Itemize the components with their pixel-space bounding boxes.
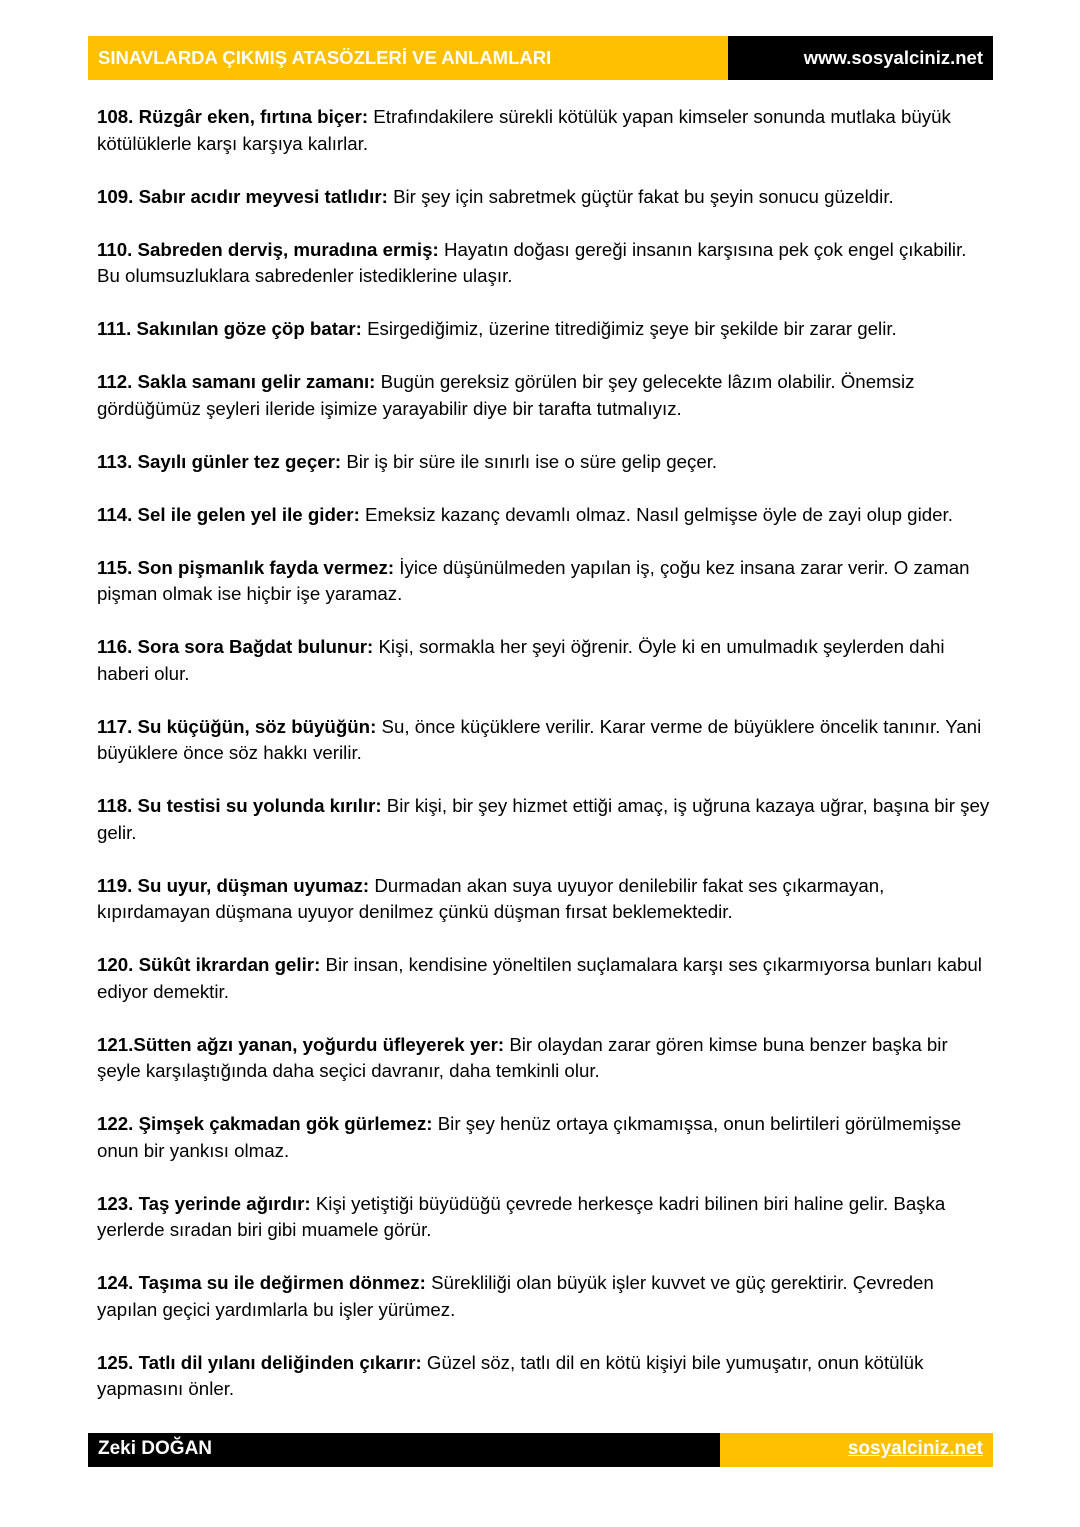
proverb-text: Sabreden derviş, muradına ermiş: bbox=[137, 238, 439, 260]
proverb-item bbox=[97, 793, 992, 846]
proverb-item bbox=[97, 502, 992, 529]
proverb-number: 110. bbox=[97, 238, 133, 260]
proverb-meaning: Bir kişi, bir şey hizmet ettiği amaç, iş uğruna kazaya uğrar, başına bir şey gelir. bbox=[97, 795, 990, 843]
proverb-meaning: Etrafındakilere sürekli kötülük yapan kimseler sonunda mutlaka büyük kötülüklerle karşı karşıya kalırlar. bbox=[97, 106, 951, 154]
proverb-text: Sütten ağzı yanan, yoğurdu üfleyerek yer: bbox=[133, 1033, 505, 1055]
proverb-number: 123. bbox=[97, 1192, 134, 1214]
author-name: Zeki DOĞAN bbox=[88, 1433, 720, 1467]
proverb-item bbox=[97, 714, 992, 767]
proverb-number: 109. bbox=[97, 185, 134, 207]
proverb-text: Su küçüğün, söz büyüğün: bbox=[137, 715, 377, 737]
proverb-text: Şimşek çakmadan gök gürlemez: bbox=[138, 1113, 433, 1134]
proverb-meaning: Hayatın doğası gereği insanın karşısına pek çok engel çıkabilir. Bu olumsuzluklara sabredenler istediklerine ulaşır. bbox=[97, 238, 967, 286]
proverb-text: Sabır acıdır meyvesi tatlıdır: bbox=[138, 185, 388, 207]
proverb-item bbox=[97, 1270, 992, 1323]
proverb-number: 119. bbox=[97, 874, 133, 896]
proverb-text: Son pişmanlık fayda vermez: bbox=[137, 556, 395, 578]
header-website: www.sosyalciniz.net bbox=[728, 36, 993, 80]
proverb-item bbox=[97, 316, 992, 343]
proverb-number: 121. bbox=[97, 1033, 134, 1055]
proverb-meaning: Bugün gereksiz görülen bir şey gelecekte lâzım olabilir. Önemsiz gördüğümüz şeyleri ileride işimize yarayabilir diye bir tarafta tutmalıyız. bbox=[97, 371, 915, 419]
page-header bbox=[88, 36, 993, 80]
proverb-item bbox=[97, 104, 992, 157]
proverb-meaning: İyice düşünülmeden yapılan iş, çoğu kez insana zarar verir. O zaman pişman olmak ise hiçbir işe yaramaz. bbox=[97, 556, 970, 604]
proverb-meaning: Bir şey henüz ortaya çıkmamışsa, onun belirtileri görülmemişse onun bir yankısı olmaz. bbox=[97, 1113, 962, 1161]
proverb-item bbox=[97, 634, 992, 687]
proverb-text: Su uyur, düşman uyumaz: bbox=[137, 874, 370, 896]
proverb-number: 112. bbox=[97, 371, 133, 392]
proverb-item bbox=[97, 1350, 992, 1403]
page-footer bbox=[88, 1433, 993, 1467]
proverb-list bbox=[97, 104, 992, 1429]
proverb-number: 120. bbox=[97, 954, 134, 975]
footer-website-link[interactable]: sosyalciniz.net bbox=[720, 1433, 993, 1467]
proverb-number: 125. bbox=[97, 1351, 134, 1373]
proverb-item bbox=[97, 369, 992, 422]
proverb-meaning: Su, önce küçüklere verilir. Karar verme de büyüklere öncelik tanınır. Yani büyüklere önce söz hakkı verilir. bbox=[97, 715, 982, 763]
proverb-item bbox=[97, 1191, 992, 1244]
proverb-text: Sel ile gelen yel ile gider: bbox=[137, 503, 360, 525]
proverb-meaning: Bir insan, kendisine yöneltilen suçlamalara karşı ses çıkarmıyorsa bunları kabul ediyor demektir. bbox=[97, 954, 982, 1002]
proverb-text: Sakınılan göze çöp batar: bbox=[136, 318, 362, 339]
proverb-text: Sora sora Bağdat bulunur: bbox=[137, 636, 374, 657]
proverb-item bbox=[97, 184, 992, 211]
proverb-item bbox=[97, 555, 992, 608]
proverb-number: 117. bbox=[97, 715, 133, 737]
proverb-meaning: Esirgediğimiz, üzerine titrediğimiz şeye bir şekilde bir zarar gelir. bbox=[367, 318, 897, 339]
proverb-text: Tatlı dil yılanı deliğinden çıkarır: bbox=[138, 1351, 422, 1373]
proverb-meaning: Sürekliliği olan büyük işler kuvvet ve güç gerektirir. Çevreden yapılan geçici yardımlarla bu işler yürümez. bbox=[97, 1272, 934, 1320]
proverb-number: 113. bbox=[97, 450, 133, 472]
proverb-text: Rüzgâr eken, fırtına biçer: bbox=[138, 106, 369, 127]
proverb-item bbox=[97, 1111, 992, 1164]
proverb-meaning: Emeksiz kazanç devamlı olmaz. Nasıl gelmişse öyle de zayi olup gider. bbox=[365, 503, 953, 525]
proverb-text: Taşıma su ile değirmen dönmez: bbox=[138, 1272, 426, 1293]
proverb-item bbox=[97, 1032, 992, 1085]
proverb-item bbox=[97, 873, 992, 926]
proverb-meaning: Kişi, sormakla her şeyi öğrenir. Öyle ki en umulmadık şeylerden dahi haberi olur. bbox=[97, 636, 945, 684]
proverb-number: 122. bbox=[97, 1113, 134, 1134]
proverb-number: 116. bbox=[97, 636, 133, 657]
proverb-item bbox=[97, 237, 992, 290]
proverb-meaning: Bir iş bir süre ile sınırlı ise o süre gelip geçer. bbox=[346, 450, 718, 472]
proverb-meaning: Güzel söz, tatlı dil en kötü kişiyi bile yumuşatır, onun kötülük yapmasını önler. bbox=[97, 1351, 924, 1399]
proverb-text: Sakla samanı gelir zamanı: bbox=[137, 371, 376, 392]
proverb-text: Su testisi su yolunda kırılır: bbox=[137, 795, 382, 816]
proverb-number: 115. bbox=[97, 556, 133, 578]
proverb-number: 108. bbox=[97, 106, 134, 127]
document-title: SINAVLARDA ÇIKMIŞ ATASÖZLERİ VE ANLAMLARI bbox=[88, 36, 728, 80]
proverb-text: Sayılı günler tez geçer: bbox=[137, 450, 342, 472]
proverb-number: 111. bbox=[97, 318, 132, 339]
proverb-meaning: Bir olaydan zarar gören kimse buna benzer başka bir şeyle karşılaştığında daha seçici davranır, daha temkinli olur. bbox=[97, 1033, 948, 1081]
proverb-number: 124. bbox=[97, 1272, 134, 1293]
proverb-item bbox=[97, 952, 992, 1005]
proverb-text: Taş yerinde ağırdır: bbox=[138, 1192, 311, 1214]
proverb-meaning: Kişi yetiştiği büyüdüğü çevrede herkesçe kadri bilinen biri haline gelir. Başka yerlerde sıradan biri gibi muamele görür. bbox=[97, 1192, 946, 1240]
proverb-item bbox=[97, 449, 992, 476]
proverb-meaning: Durmadan akan suya uyuyor denilebilir fakat ses çıkarmayan, kıpırdamayan düşmana uyuyor denilmez çünkü düşman fırsat beklemektedir. bbox=[97, 874, 885, 922]
proverb-meaning: Bir şey için sabretmek güçtür fakat bu şeyin sonucu güzeldir. bbox=[393, 185, 894, 207]
proverb-text: Sükût ikrardan gelir: bbox=[138, 954, 321, 975]
proverb-number: 114. bbox=[97, 503, 133, 525]
proverb-number: 118. bbox=[97, 795, 133, 816]
